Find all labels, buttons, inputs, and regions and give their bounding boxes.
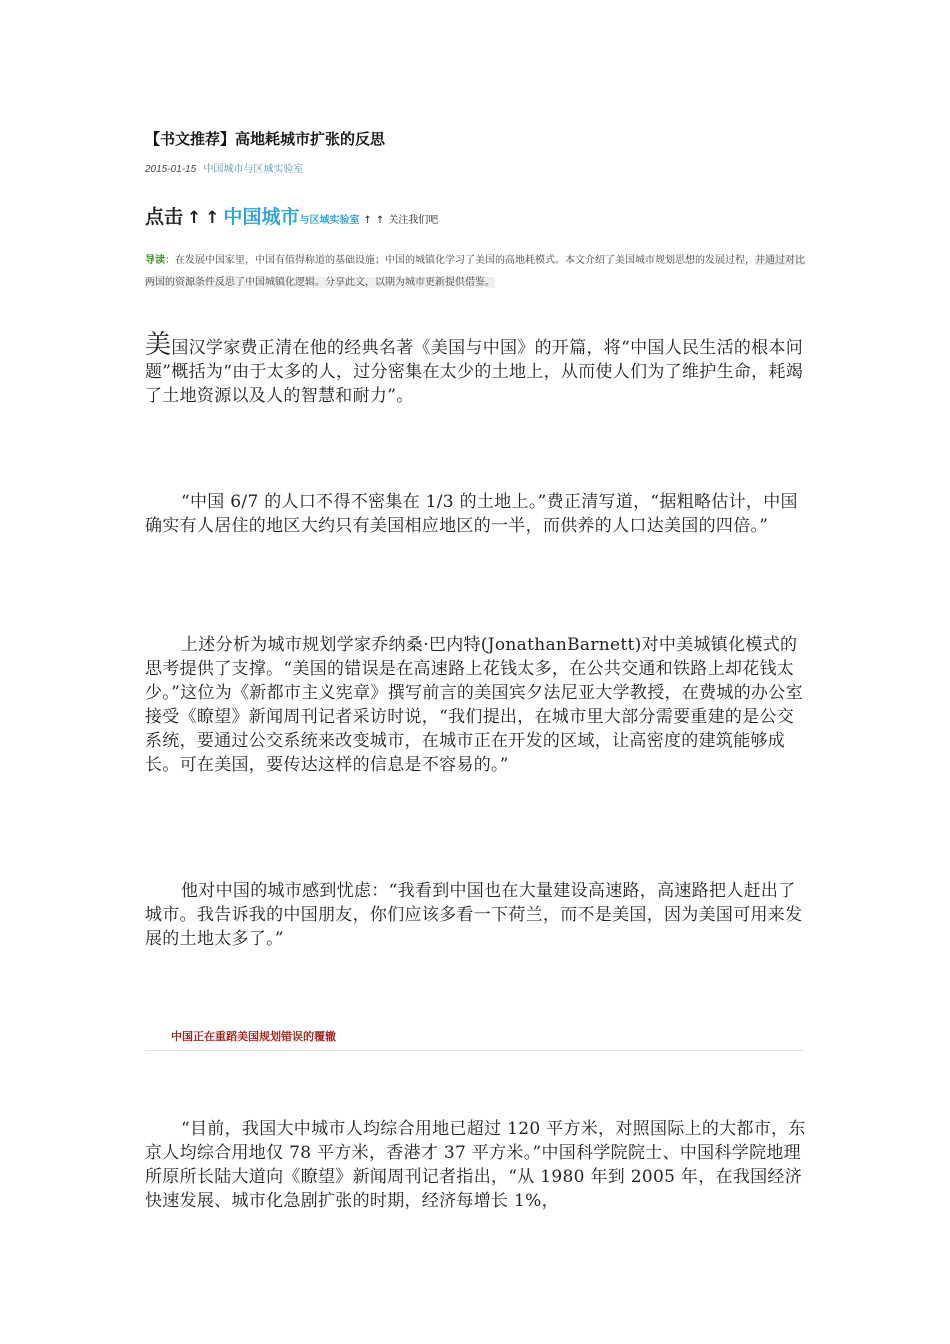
up-arrow-icon: ↑ bbox=[205, 208, 220, 228]
up-arrow-icon: ↑ bbox=[375, 215, 385, 226]
paragraph-1 bbox=[145, 330, 807, 408]
brand-name-small[interactable]: 与区域实验室 bbox=[299, 215, 360, 226]
follow-click-text: 点击 bbox=[145, 206, 184, 228]
paragraph-2: “中国 6/7 的人口不得不密集在 1/3 的土地上。”费正清写道，“据粗略估计，中国确实有人居住的地区大约只有美国相应地区的一半，而供养的人口达美国的四倍。” bbox=[145, 492, 798, 536]
lead-text-highlighted: 并通过对比两国的资源条件反思了中国城镇化逻辑。分享此文，以期为城市更新提供借鉴。 bbox=[145, 255, 805, 288]
lead-label: 导读 bbox=[145, 255, 165, 266]
article-title: 【书文推荐】高地耗城市扩张的反思 bbox=[145, 130, 386, 148]
brand-name-large[interactable]: 中国城市 bbox=[223, 206, 300, 228]
paragraph-1-text: 国汉学家费正清在他的经典名著《美国与中国》的开篇，将“中国人民生活的根本问题”概括为“由于太多的人，过分密集在太少的土地上，从而使人们为了维护生命，耗竭了土地资源以及人的智慧和耐力”。 bbox=[145, 338, 804, 406]
drop-cap: 美 bbox=[145, 330, 172, 360]
follow-prompt[interactable] bbox=[145, 202, 438, 229]
paragraph-5: “目前，我国大中城市人均综合用地已超过 120 平方米，对照国际上的大都市，东京人均综合用地仅 78 平方米，香港才 37 平方米。”中国科学院院士、中国科学院地理所原所长陆大道向《瞭望》新闻周刊记者指出，“从 1980 年到 2005 年，在我国经济快速发展、城市化急剧扩张的时期，经济每增长 1%， bbox=[145, 1119, 806, 1211]
up-arrow-icon: ↑ bbox=[187, 208, 202, 228]
lead-colon: ： bbox=[165, 255, 175, 266]
paragraph-4: 他对中国的城市感到忧虑：“我看到中国也在大量建设高速路，高速路把人赶出了城市。我告诉我的中国朋友，你们应该多看一下荷兰，而不是美国，因为美国可用来发展的土地太多了。” bbox=[145, 881, 803, 949]
follow-us-text: 关注我们吧 bbox=[388, 215, 439, 226]
up-arrow-icon: ↑ bbox=[363, 215, 372, 226]
article-meta bbox=[145, 160, 303, 175]
lead-text: 在发展中国家里，中国有值得称道的基础设施；中国的城镇化学习了美国的高地耗模式。本文介绍了美国城市规划思想的发展过程， bbox=[175, 255, 755, 266]
publish-date: 2015-01-15 bbox=[145, 164, 197, 175]
source-link[interactable]: 中国城市与区域实验室 bbox=[203, 164, 304, 175]
section-heading-text: 中国正在重蹈美国规划错误的覆辙 bbox=[171, 1030, 336, 1043]
lead-summary bbox=[145, 250, 805, 294]
section-heading bbox=[145, 1025, 805, 1051]
paragraph-3: 上述分析为城市规划学家乔纳桑·巴内特(JonathanBarnett)对中美城镇化模式的思考提供了支撑。“美国的错误是在高速路上花钱太多，在公共交通和铁路上却花钱太少。”这位为《新都市主义宪章》撰写前言的美国宾夕法尼亚大学教授，在费城的办公室接受《瞭望》新闻周刊记者采访时说，“我们提出，在城市里大部分需要重建的是公交系统，要通过公交系统来改变城市，在城市正在开发的区域，让高密度的建筑能够成长。可在美国，要传达这样的信息是不容易的。” bbox=[145, 635, 803, 775]
